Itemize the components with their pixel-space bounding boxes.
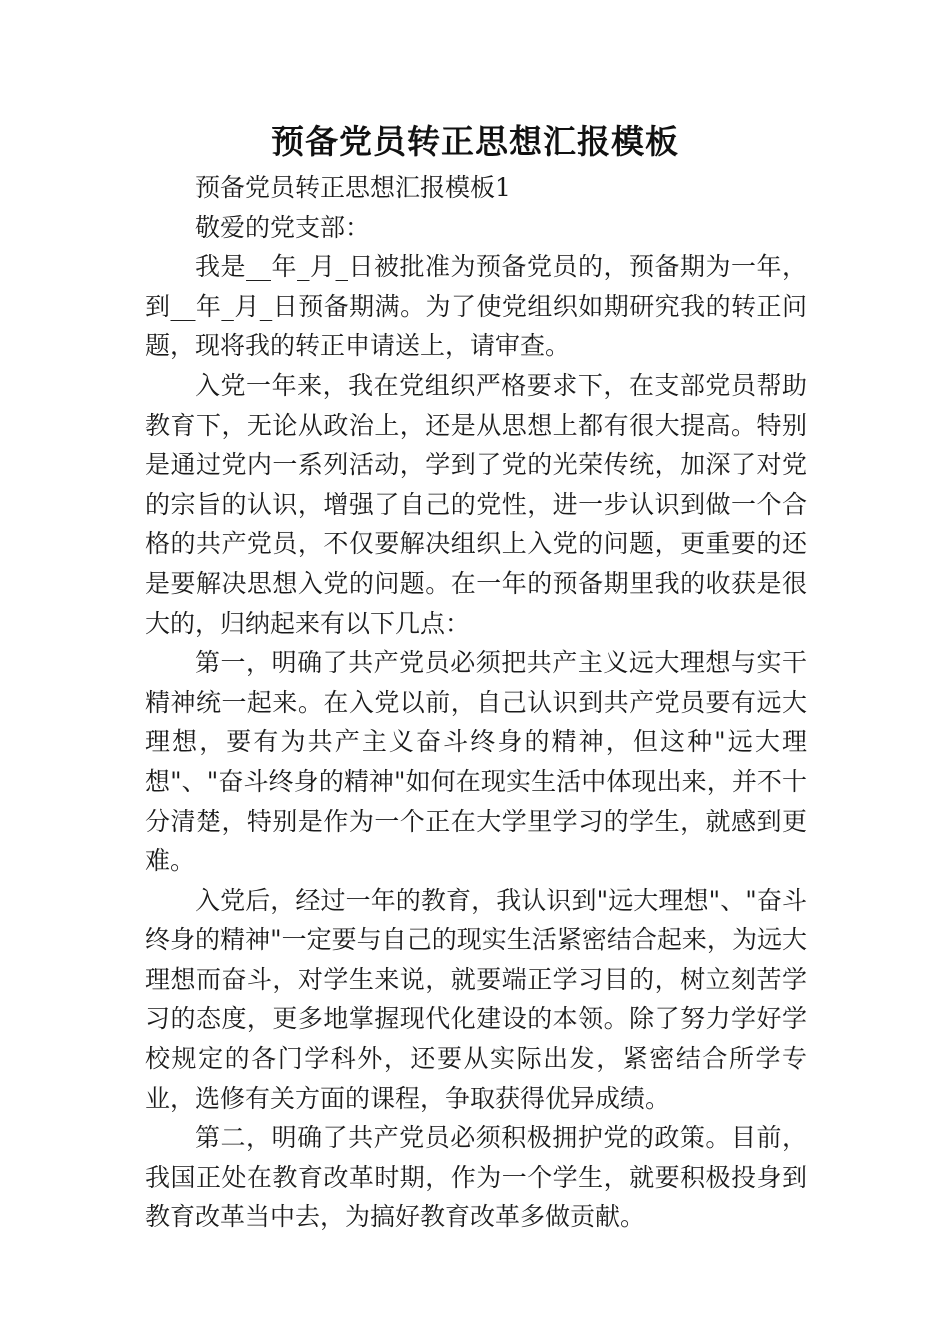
paragraph-point-one-continued: 入党后，经过一年的教育，我认识到"远大理想"、"奋斗终身的精神"一定要与自己的现实生活紧密结合起来，为远大理想而奋斗，对学生来说，就要端正学习目的，树立刻苦学习的态度，更多地掌握现代化建设的本领。除了努力学好学校规定的各门学科外，还要从实际出发，紧密结合所学专业，选修有关方面的课程，争取获得优异成绩。	[145, 885, 807, 1113]
paragraph-intro: 我是__年_月_日被批准为预备党员的，预备期为一年，到__年_月_日预备期满。为了使党组织如期研究我的转正问题，现将我的转正申请送上，请审查。	[145, 252, 807, 361]
document-title: 预备党员转正思想汇报模板	[271, 122, 679, 161]
paragraph-point-one: 第一，明确了共产党员必须把共产主义远大理想与实干精神统一起来。在入党以前，自己认识到共产党员要有远大理想，要有为共产主义奋斗终身的精神，但这种"远大理想"、"奋斗终身的精神"如何在现实生活中体现出来，并不十分清楚，特别是作为一个正在大学里学习的学生，就感到更难。	[145, 648, 807, 876]
paragraph-salutation: 敬爱的党支部：	[195, 212, 371, 242]
paragraph-subtitle: 预备党员转正思想汇报模板1	[195, 173, 511, 202]
document-body	[145, 168, 807, 1237]
paragraph-point-two: 第二，明确了共产党员必须积极拥护党的政策。目前，我国正处在教育改革时期，作为一个学生，就要积极投身到教育改革当中去，为搞好教育改革多做贡献。	[145, 1123, 807, 1232]
paragraph-summary: 入党一年来，我在党组织严格要求下，在支部党员帮助教育下，无论从政治上，还是从思想上都有很大提高。特别是通过党内一系列活动，学到了党的光荣传统，加深了对党的宗旨的认识，增强了自己的党性，进一步认识到做一个合格的共产党员，不仅要解决组织上入党的问题，更重要的还是要解决思想入党的问题。在一年的预备期里我的收获是很大的，归纳起来有以下几点：	[145, 370, 807, 638]
